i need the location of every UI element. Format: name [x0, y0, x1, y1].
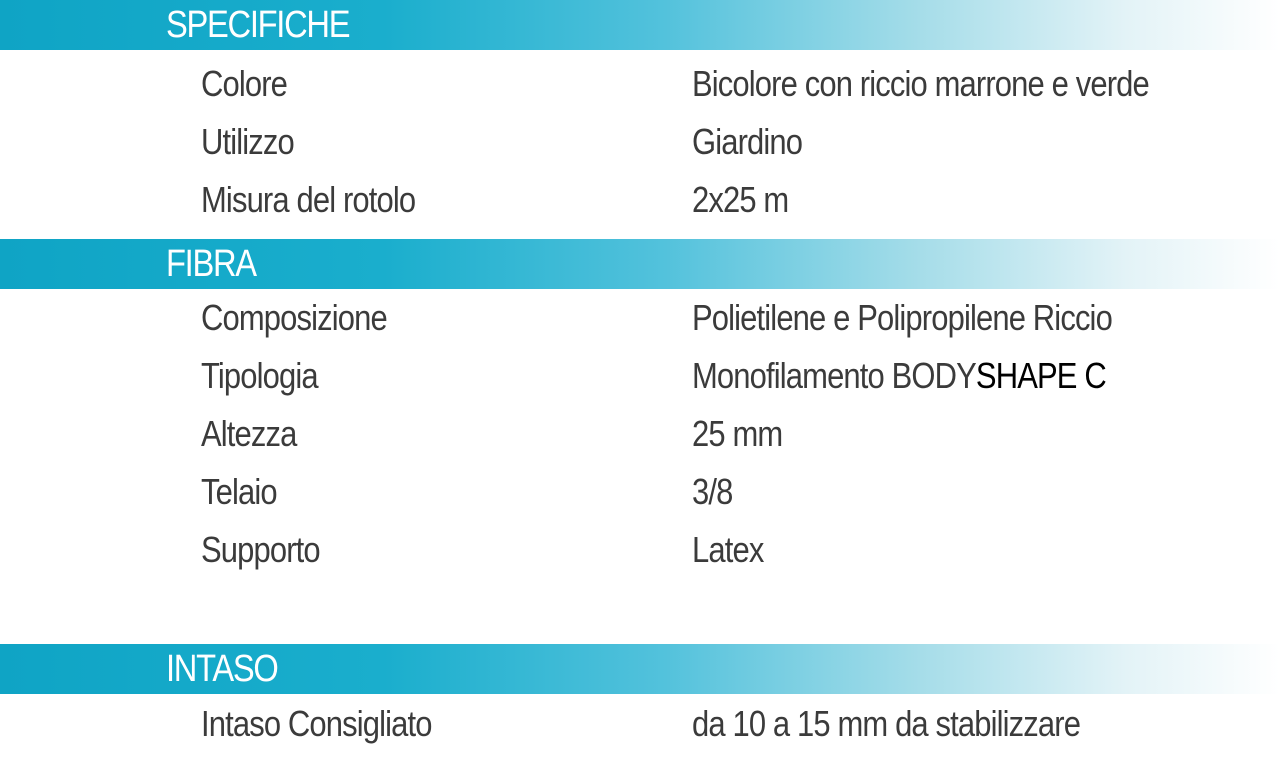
- spec-value: 25 mm: [692, 413, 783, 454]
- spec-value: [692, 352, 1106, 400]
- section-title: INTASO: [166, 648, 278, 690]
- spec-value: 2x25 m: [692, 179, 789, 220]
- spec-value: da 10 a 15 mm da stabilizzare: [692, 703, 1081, 744]
- section-header-fibra: [0, 239, 1280, 289]
- spec-label: Misura del rotolo: [201, 179, 416, 220]
- spec-label: Colore: [201, 63, 288, 104]
- spec-row-supporto: [0, 526, 1280, 582]
- spec-label: Supporto: [201, 529, 320, 570]
- spec-label: Tipologia: [201, 355, 318, 396]
- spec-value: Bicolore con riccio marrone e verde: [692, 63, 1149, 104]
- section-title: FIBRA: [166, 243, 256, 285]
- spec-row-telaio: [0, 468, 1280, 524]
- spec-row-intaso-consigliato: [0, 700, 1280, 756]
- spec-value: Latex: [692, 529, 764, 570]
- spec-value: Giardino: [692, 121, 803, 162]
- spec-value: 3/8: [692, 471, 733, 512]
- spec-label: Intaso Consigliato: [201, 703, 432, 744]
- section-header-intaso: [0, 644, 1280, 694]
- spec-row-altezza: [0, 410, 1280, 466]
- spec-row-tipologia: [0, 352, 1280, 408]
- spec-row-composizione: [0, 294, 1280, 350]
- spec-value-prefix: Monofilamento BODY: [692, 355, 976, 396]
- spec-value-suffix: SHAPE C: [975, 355, 1106, 396]
- spec-row-utilizzo: [0, 118, 1280, 174]
- section-header-specifiche: [0, 0, 1280, 50]
- spec-label: Altezza: [201, 413, 297, 454]
- spec-row-misura: [0, 176, 1280, 232]
- spec-label: Telaio: [201, 471, 277, 512]
- spec-label: Composizione: [201, 297, 387, 338]
- spec-label: Utilizzo: [201, 121, 294, 162]
- spec-row-colore: [0, 60, 1280, 116]
- spec-value: Polietilene e Polipropilene Riccio: [692, 297, 1112, 338]
- section-title: SPECIFICHE: [166, 4, 350, 46]
